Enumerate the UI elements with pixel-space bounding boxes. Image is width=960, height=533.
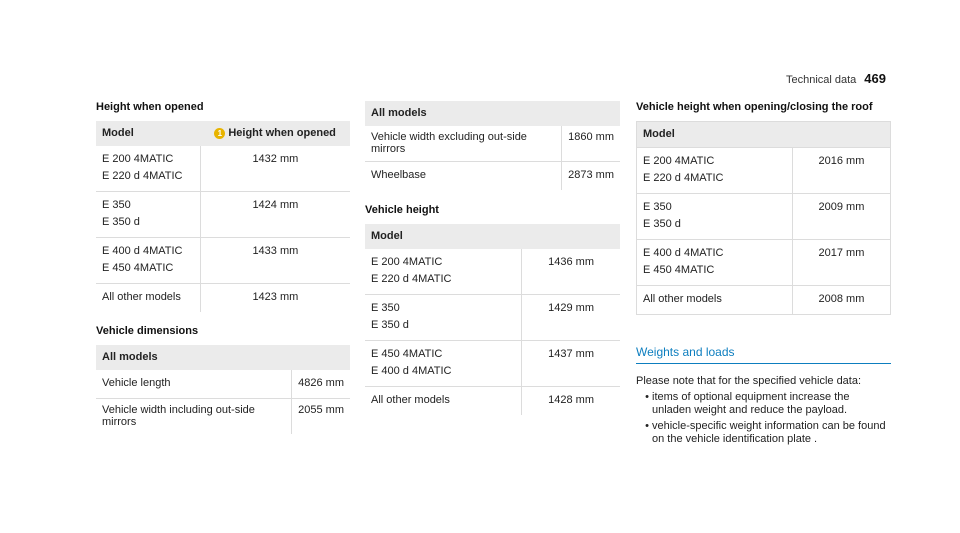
table-row: Wheelbase 2873 mm xyxy=(365,162,620,191)
column-1 xyxy=(96,101,350,434)
table-row: Vehicle width excluding out-side mirrors 1860 mm xyxy=(365,126,620,162)
table-header-row: Model xyxy=(637,122,891,148)
table-header-row: All models xyxy=(365,101,620,126)
height-opened-table xyxy=(96,121,350,312)
dimensions-cont-table xyxy=(365,101,620,190)
section-name: Technical data xyxy=(785,74,857,86)
weights-title: Weights and loads xyxy=(636,345,891,364)
height-opened-title: Height when opened xyxy=(96,101,204,113)
vehicle-height-table xyxy=(365,224,620,415)
table-header-row: All models xyxy=(96,345,350,370)
table-row: E 200 4MATIC E 220 d 4MATIC 1432 mm xyxy=(96,146,350,192)
table-header-row xyxy=(96,121,350,146)
table-row: E 350 E 350 d 1429 mm xyxy=(365,295,620,341)
table-row: E 400 d 4MATIC E 450 4MATIC 2017 mm xyxy=(637,240,891,286)
table-row: All other models 1423 mm xyxy=(96,284,350,313)
height-roof-table xyxy=(636,121,891,315)
table-row: E 200 4MATIC E 220 d 4MATIC 2016 mm xyxy=(637,148,891,194)
dimensions-title: Vehicle dimensions xyxy=(96,325,199,337)
weights-intro: Please note that for the specified vehicle data: xyxy=(636,375,862,387)
table-row: E 400 d 4MATIC E 450 4MATIC 1433 mm xyxy=(96,238,350,284)
page-number: 469 xyxy=(864,71,886,86)
table-row: E 350 E 350 d 2009 mm xyxy=(637,194,891,240)
column-2 xyxy=(365,101,620,415)
footnote-badge-icon: 1 xyxy=(214,128,225,139)
table-header-row: Model xyxy=(365,224,620,249)
weights-list xyxy=(636,391,891,446)
list-item: • items of optional equipment increase the unladen weight and reduce the payload. xyxy=(652,391,891,417)
table-row: E 450 4MATIC E 400 d 4MATIC 1437 mm xyxy=(365,341,620,387)
col-height-header: 1 Height when opened xyxy=(200,121,350,146)
table-row: E 200 4MATIC E 220 d 4MATIC 1436 mm xyxy=(365,249,620,295)
column-3 xyxy=(636,101,891,449)
col-model-header: Model xyxy=(96,121,200,146)
height-roof-title: Vehicle height when opening/closing the roof xyxy=(636,101,873,113)
table-row: All other models 2008 mm xyxy=(637,286,891,315)
vehicle-height-title: Vehicle height xyxy=(365,204,439,216)
dimensions-table xyxy=(96,345,350,434)
list-item: • vehicle-specific weight information can be found on the vehicle identification plate . xyxy=(652,420,891,446)
table-row: Vehicle length 4826 mm xyxy=(96,370,350,399)
table-row: E 350 E 350 d 1424 mm xyxy=(96,192,350,238)
page-header xyxy=(786,71,886,86)
table-row: All other models 1428 mm xyxy=(365,387,620,416)
table-row: Vehicle width including out-side mirrors 2055 mm xyxy=(96,399,350,435)
